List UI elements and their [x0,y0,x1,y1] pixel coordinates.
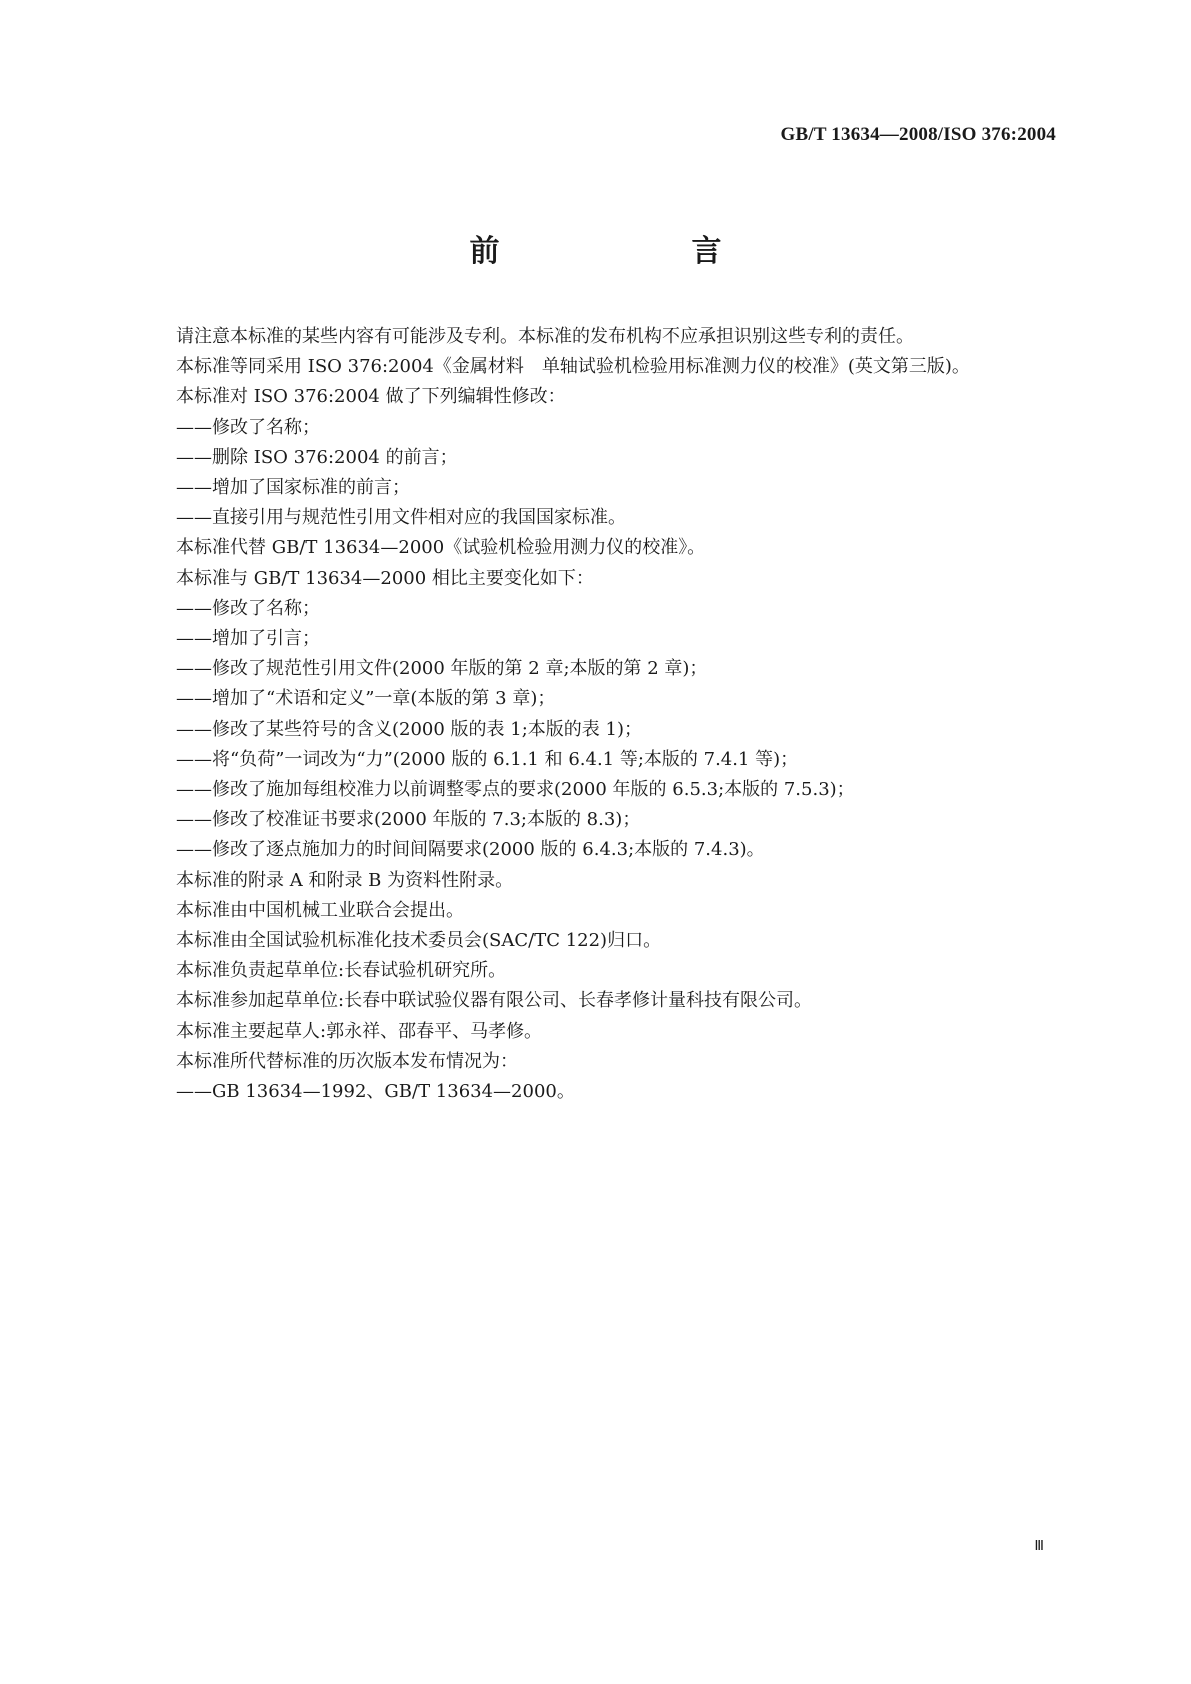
paragraph: 本标准等同采用 ISO 376:2004《金属材料 单轴试验机检验用标准测力仪的校准》(英文第三版)。 [176,356,970,378]
list-item: ——增加了“术语和定义”一章(本版的第 3 章)； [176,688,556,710]
paragraph: 本标准参加起草单位:长春中联试验仪器有限公司、长春孝修计量科技有限公司。 [176,990,813,1012]
standard-code-header: GB/T 13634—2008/ISO 376:2004 [780,124,1056,145]
paragraph: 本标准代替 GB/T 13634—2000《试验机检验用测力仪的校准》。 [176,537,706,559]
paragraph: 本标准的附录 A 和附录 B 为资料性附录。 [176,869,514,891]
list-item: ——修改了名称； [176,597,320,619]
page-title: 前 言 [469,234,766,269]
list-item: ——直接引用与规范性引用文件相对应的我国国家标准。 [176,507,626,529]
paragraph: 本标准负责起草单位:长春试验机研究所。 [176,960,507,982]
paragraph: 本标准与 GB/T 13634—2000 相比主要变化如下： [176,567,594,589]
foreword-body [176,322,1076,1107]
list-item: ——增加了国家标准的前言； [176,477,410,499]
list-item: ——修改了逐点施加力的时间间隔要求(2000 版的 6.4.3;本版的 7.4.3)。 [176,839,765,861]
paragraph: 本标准所代替标准的历次版本发布情况为： [176,1050,518,1072]
list-item: ——修改了规范性引用文件(2000 年版的第 2 章;本版的第 2 章)； [176,658,708,680]
list-item: ——删除 ISO 376:2004 的前言； [176,446,458,468]
paragraph: 本标准由中国机械工业联合会提出。 [176,899,464,921]
paragraph: 本标准由全国试验机标准化技术委员会(SAC/TC 122)归口。 [176,930,662,952]
paragraph: 本标准对 ISO 376:2004 做了下列编辑性修改： [176,386,566,408]
list-item: ——修改了某些符号的含义(2000 版的表 1;本版的表 1)； [176,718,642,740]
list-item: ——修改了校准证书要求(2000 年版的 7.3;本版的 8.3)； [176,809,641,831]
list-item: ——修改了施加每组校准力以前调整零点的要求(2000 年版的 6.5.3;本版的 7.5.3)； [176,779,855,801]
list-item: ——增加了引言； [176,628,320,650]
list-item: ——修改了名称； [176,416,320,438]
page-number: Ⅲ [1034,1539,1044,1554]
list-item: ——将“负荷”一词改为“力”(2000 版的 6.1.1 和 6.4.1 等;本版的 7.4.1 等)； [176,748,799,770]
paragraph: 请注意本标准的某些内容有可能涉及专利。本标准的发布机构不应承担识别这些专利的责任。 [176,326,914,347]
paragraph: 本标准主要起草人:郭永祥、邵春平、马孝修。 [176,1020,543,1042]
list-item: ——GB 13634—1992、GB/T 13634—2000。 [176,1081,575,1103]
